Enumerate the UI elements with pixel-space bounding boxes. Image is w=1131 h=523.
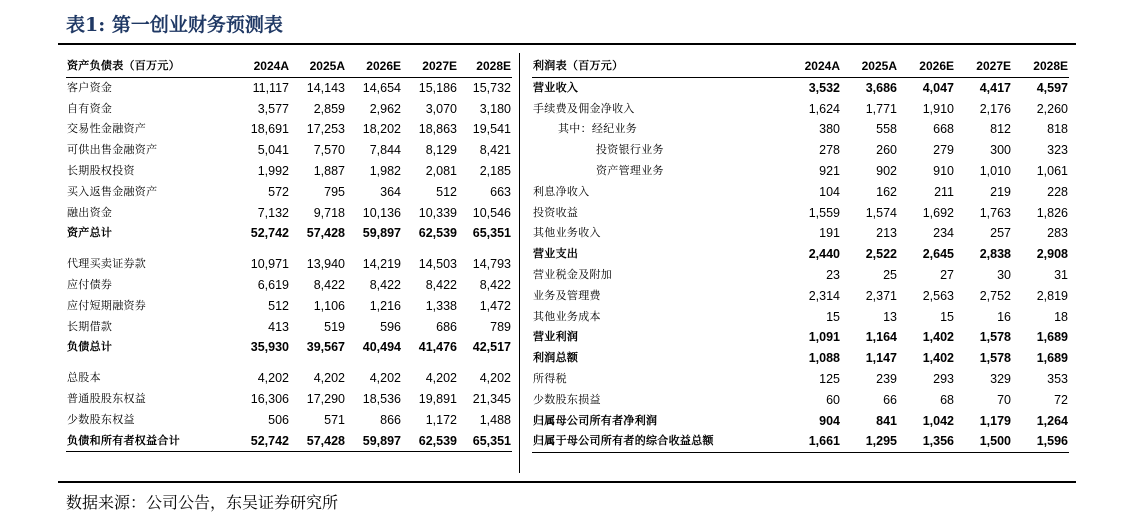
balance-cell: 59,897 — [346, 431, 402, 452]
income-cell: 4,047 — [922, 80, 954, 95]
income-row-label: 投资收益 — [533, 205, 579, 219]
balance-cell: 41,476 — [418, 340, 457, 355]
income-cell: 1,061 — [1036, 163, 1068, 178]
balance-cell: 1,338 — [425, 298, 457, 313]
balance-cell: 686 — [436, 319, 457, 334]
income-row-label: 归属于母公司所有者的综合收益总额 — [532, 431, 784, 452]
balance-cell: 21,345 — [472, 391, 511, 406]
balance-cell: 789 — [490, 319, 511, 334]
income-cell: 1,402 — [922, 330, 954, 345]
income-cell: 2,440 — [808, 247, 840, 262]
income-cell: 2,819 — [1036, 288, 1068, 303]
balance-row-label: 负债和所有者权益合计 — [66, 431, 234, 452]
table-row — [66, 275, 512, 296]
income-row-label: 营业利润 — [533, 330, 579, 344]
income-row-label: 利息净收入 — [533, 184, 590, 198]
income-cell: 4,597 — [1036, 80, 1068, 95]
balance-cell: 596 — [380, 319, 401, 334]
balance-cell: 7,570 — [313, 143, 345, 158]
balance-cell: 1,106 — [313, 298, 345, 313]
income-cell: 4,417 — [979, 80, 1011, 95]
income-cell: 353 — [1047, 371, 1068, 386]
balance-cell: 7,132 — [257, 205, 289, 220]
income-cell: 3,532 — [808, 80, 840, 95]
income-cell: 72 — [1054, 392, 1068, 407]
table-row — [66, 203, 512, 224]
table-row — [532, 390, 1069, 411]
balance-year-2027e: 2027E — [402, 56, 458, 77]
income-cell: 104 — [819, 184, 840, 199]
balance-cell: 2,859 — [313, 101, 345, 116]
income-cell: 1,661 — [784, 431, 841, 452]
income-cell: 1,692 — [922, 205, 954, 220]
income-row-label: 投资银行业务 — [596, 143, 664, 157]
balance-cell: 663 — [490, 184, 511, 199]
income-cell: 260 — [876, 143, 897, 158]
balance-cell: 3,180 — [479, 101, 511, 116]
income-cell: 668 — [933, 122, 954, 137]
balance-cell: 52,742 — [234, 431, 290, 452]
balance-cell: 14,654 — [362, 80, 401, 95]
balance-cell: 4,202 — [313, 371, 345, 386]
income-cell: 2,176 — [979, 101, 1011, 116]
income-cell: 27 — [940, 267, 954, 282]
balance-year-2026e: 2026E — [346, 56, 402, 77]
balance-cell: 572 — [268, 184, 289, 199]
balance-cell: 18,691 — [250, 122, 289, 137]
balance-cell: 571 — [324, 412, 345, 427]
table-row — [532, 203, 1069, 224]
income-year-2027e: 2027E — [955, 56, 1012, 77]
income-cell: 910 — [933, 163, 954, 178]
balance-row-label: 可供出售金融资产 — [67, 143, 158, 157]
balance-cell: 8,422 — [479, 277, 511, 292]
balance-cell: 11,117 — [252, 80, 289, 95]
top-rule — [58, 43, 1076, 45]
table-row — [66, 161, 512, 182]
income-cell: 2,522 — [865, 247, 897, 262]
balance-cell: 3,577 — [257, 101, 289, 116]
table-row — [66, 296, 512, 317]
table-row — [532, 119, 1069, 140]
income-year-2025a: 2025A — [841, 56, 898, 77]
income-row-label: 营业收入 — [533, 80, 579, 94]
income-cell: 1,295 — [841, 431, 898, 452]
table-row — [532, 348, 1069, 369]
income-cell: 1,010 — [979, 163, 1011, 178]
income-cell: 2,645 — [922, 247, 954, 262]
income-cell: 1,179 — [979, 413, 1011, 428]
income-row-label: 资产管理业务 — [596, 163, 664, 177]
income-cell: 1,689 — [1036, 351, 1068, 366]
income-row-label: 利润总额 — [533, 351, 579, 365]
table-row — [532, 244, 1069, 265]
table-row — [532, 77, 1069, 98]
balance-sheet-table — [66, 56, 512, 452]
income-cell: 191 — [819, 226, 840, 241]
balance-cell: 16,306 — [250, 391, 289, 406]
balance-cell: 1,992 — [257, 163, 289, 178]
table-row — [532, 161, 1069, 182]
income-row-label: 其他业务收入 — [533, 226, 601, 240]
balance-cell: 4,202 — [479, 371, 511, 386]
balance-cell: 14,143 — [306, 80, 345, 95]
bottom-rule — [58, 481, 1076, 483]
balance-cell: 59,897 — [362, 226, 401, 241]
spacer-row — [66, 244, 512, 254]
balance-cell: 8,422 — [369, 277, 401, 292]
balance-cell: 18,536 — [362, 391, 401, 406]
income-cell: 16 — [997, 309, 1011, 324]
income-cell: 380 — [819, 122, 840, 137]
table-row — [532, 431, 1069, 452]
income-cell: 902 — [876, 163, 897, 178]
balance-row-label: 普通股股东权益 — [67, 391, 147, 405]
income-statement-table — [532, 56, 1069, 453]
balance-cell: 17,253 — [306, 122, 345, 137]
income-row-label: 营业支出 — [533, 247, 579, 261]
balance-row-label: 少数股东权益 — [67, 412, 135, 426]
income-cell: 2,838 — [979, 247, 1011, 262]
balance-row-label: 买入返售金融资产 — [67, 184, 158, 198]
balance-cell: 10,971 — [250, 257, 289, 272]
income-cell: 211 — [934, 184, 954, 199]
income-cell: 293 — [933, 371, 954, 386]
income-cell: 1,088 — [808, 351, 840, 366]
income-cell: 219 — [990, 184, 1011, 199]
income-cell: 3,686 — [865, 80, 897, 95]
income-cell: 30 — [997, 267, 1011, 282]
balance-cell: 18,202 — [362, 122, 401, 137]
table-row — [66, 368, 512, 389]
income-cell: 323 — [1047, 143, 1068, 158]
balance-cell: 4,202 — [425, 371, 457, 386]
balance-cell: 4,202 — [369, 371, 401, 386]
table-row — [532, 369, 1069, 390]
income-cell: 1,826 — [1036, 205, 1068, 220]
table-row — [66, 317, 512, 338]
balance-row-label: 客户资金 — [67, 80, 113, 94]
balance-cell: 7,844 — [369, 143, 401, 158]
income-cell: 15 — [826, 309, 840, 324]
table-row — [532, 411, 1069, 432]
income-cell: 818 — [1047, 122, 1068, 137]
balance-cell: 52,742 — [250, 226, 289, 241]
balance-year-2025a: 2025A — [290, 56, 346, 77]
income-cell: 1,042 — [922, 413, 954, 428]
income-cell: 23 — [826, 267, 840, 282]
table-row — [66, 410, 512, 431]
table-row — [532, 182, 1069, 203]
table-row — [532, 327, 1069, 348]
table-row — [532, 307, 1069, 328]
income-cell: 1,771 — [865, 101, 897, 116]
balance-cell: 1,472 — [479, 298, 511, 313]
income-cell: 68 — [940, 392, 954, 407]
income-cell: 13 — [883, 309, 897, 324]
table-divider — [519, 53, 520, 473]
balance-cell: 866 — [380, 412, 401, 427]
income-cell: 1,596 — [1012, 431, 1069, 452]
balance-cell: 35,930 — [250, 340, 289, 355]
income-cell: 1,578 — [979, 351, 1011, 366]
balance-year-2024a: 2024A — [234, 56, 290, 77]
balance-row-label: 融出资金 — [67, 205, 113, 219]
income-row-label: 业务及管理费 — [533, 288, 601, 302]
income-cell: 125 — [819, 371, 840, 386]
table-row — [66, 223, 512, 244]
income-cell: 1,763 — [979, 205, 1011, 220]
balance-cell: 2,962 — [369, 101, 401, 116]
balance-cell: 17,290 — [306, 391, 345, 406]
income-cell: 921 — [819, 163, 840, 178]
balance-cell: 5,041 — [257, 143, 289, 158]
table-row — [66, 119, 512, 140]
balance-cell: 1,887 — [313, 163, 345, 178]
income-row-label: 少数股东损益 — [533, 392, 601, 406]
balance-cell: 519 — [324, 319, 345, 334]
income-row-label: 其他业务成本 — [533, 309, 601, 323]
balance-cell: 39,567 — [306, 340, 345, 355]
income-cell: 31 — [1054, 267, 1068, 282]
balance-cell: 795 — [324, 184, 345, 199]
balance-cell: 40,494 — [362, 340, 401, 355]
income-row-label: 归属母公司所有者净利润 — [533, 413, 658, 427]
balance-cell: 506 — [268, 412, 289, 427]
balance-cell: 8,422 — [313, 277, 345, 292]
income-cell: 1,164 — [865, 330, 897, 345]
balance-cell: 8,129 — [425, 143, 457, 158]
income-cell: 812 — [990, 122, 1011, 137]
table-row — [532, 140, 1069, 161]
balance-cell: 10,136 — [362, 205, 401, 220]
income-cell: 1,624 — [808, 101, 840, 116]
balance-cell: 8,421 — [479, 143, 511, 158]
balance-cell: 10,546 — [472, 205, 511, 220]
table-row — [532, 223, 1069, 244]
income-statement-body — [532, 77, 1069, 452]
balance-cell: 1,216 — [369, 298, 401, 313]
income-cell: 70 — [997, 392, 1011, 407]
table-row — [532, 99, 1069, 120]
table-row — [66, 182, 512, 203]
income-year-2028e: 2028E — [1012, 56, 1069, 77]
balance-cell: 9,718 — [313, 205, 345, 220]
table-row — [66, 431, 512, 452]
table-row — [66, 254, 512, 275]
balance-row-label: 长期股权投资 — [67, 163, 135, 177]
balance-row-label: 自有资金 — [67, 101, 113, 115]
income-cell: 2,260 — [1036, 101, 1068, 116]
balance-cell: 14,219 — [362, 257, 401, 272]
income-cell: 1,091 — [808, 330, 840, 345]
income-cell: 1,578 — [979, 330, 1011, 345]
balance-cell: 65,351 — [458, 431, 512, 452]
income-header-row — [532, 56, 1069, 77]
balance-cell: 512 — [436, 184, 457, 199]
balance-sheet-body — [66, 77, 512, 452]
balance-row-label: 交易性金融资产 — [67, 122, 147, 136]
income-cell: 1,574 — [865, 205, 897, 220]
income-cell: 2,371 — [865, 288, 897, 303]
balance-header-row — [66, 56, 512, 77]
balance-cell: 15,186 — [418, 80, 457, 95]
income-row-label: 所得税 — [533, 371, 567, 385]
balance-cell: 2,081 — [425, 163, 457, 178]
balance-cell: 57,428 — [290, 431, 346, 452]
income-cell: 2,314 — [808, 288, 840, 303]
balance-cell: 42,517 — [472, 340, 511, 355]
income-cell: 2,752 — [979, 288, 1011, 303]
balance-header-label: 资产负债表（百万元） — [66, 56, 234, 77]
income-row-label: 营业税金及附加 — [533, 267, 613, 281]
income-cell: 841 — [876, 413, 897, 428]
balance-cell: 2,185 — [479, 163, 511, 178]
income-cell: 1,402 — [922, 351, 954, 366]
income-cell: 25 — [883, 267, 897, 282]
balance-cell: 62,539 — [402, 431, 458, 452]
table-row — [66, 77, 512, 98]
balance-cell: 3,070 — [425, 101, 457, 116]
income-cell: 904 — [819, 413, 840, 428]
income-cell: 234 — [933, 226, 954, 241]
page-title: 表1: 第一创业财务预测表 — [66, 14, 283, 36]
balance-cell: 413 — [268, 319, 289, 334]
table-row — [532, 286, 1069, 307]
balance-cell: 19,541 — [472, 122, 511, 137]
balance-cell: 18,863 — [418, 122, 457, 137]
balance-cell: 1,982 — [369, 163, 401, 178]
balance-cell: 6,619 — [257, 277, 289, 292]
balance-cell: 1,488 — [479, 412, 511, 427]
balance-cell: 62,539 — [418, 226, 457, 241]
balance-row-label: 应付短期融资券 — [67, 298, 147, 312]
balance-cell: 65,351 — [472, 226, 511, 241]
balance-cell: 14,503 — [418, 257, 457, 272]
spacer-row — [66, 358, 512, 368]
income-cell: 300 — [990, 143, 1011, 158]
balance-cell: 512 — [268, 298, 289, 313]
income-cell: 1,689 — [1036, 330, 1068, 345]
table-row — [532, 265, 1069, 286]
income-cell: 558 — [876, 122, 897, 137]
balance-row-label: 资产总计 — [67, 226, 113, 240]
income-cell: 239 — [876, 371, 897, 386]
income-cell: 1,356 — [898, 431, 955, 452]
income-cell: 283 — [1047, 226, 1068, 241]
income-header-label: 利润表（百万元） — [532, 56, 784, 77]
income-cell: 279 — [933, 143, 954, 158]
table-row — [66, 140, 512, 161]
income-year-2026e: 2026E — [898, 56, 955, 77]
balance-year-2028e: 2028E — [458, 56, 512, 77]
balance-cell: 14,793 — [472, 257, 511, 272]
table-row — [66, 389, 512, 410]
income-cell: 1,500 — [955, 431, 1012, 452]
income-cell: 278 — [819, 143, 840, 158]
income-cell: 15 — [940, 309, 954, 324]
balance-cell: 10,339 — [418, 205, 457, 220]
income-cell: 1,559 — [808, 205, 840, 220]
balance-row-label: 长期借款 — [67, 319, 113, 333]
income-year-2024a: 2024A — [784, 56, 841, 77]
table-row — [66, 99, 512, 120]
table-row — [66, 337, 512, 358]
balance-cell: 8,422 — [425, 277, 457, 292]
balance-row-label: 负债总计 — [67, 340, 113, 354]
income-cell: 2,908 — [1036, 247, 1068, 262]
balance-row-label: 应付债券 — [67, 277, 113, 291]
balance-cell: 57,428 — [306, 226, 345, 241]
income-cell: 1,264 — [1036, 413, 1068, 428]
income-cell: 329 — [990, 371, 1011, 386]
income-cell: 1,147 — [865, 351, 897, 366]
balance-row-label: 总股本 — [67, 371, 101, 385]
income-cell: 18 — [1054, 309, 1068, 324]
income-row-label: 其中：经纪业务 — [558, 122, 638, 136]
income-cell: 66 — [883, 392, 897, 407]
balance-cell: 19,891 — [418, 391, 457, 406]
income-cell: 2,563 — [922, 288, 954, 303]
balance-cell: 4,202 — [257, 371, 289, 386]
balance-cell: 13,940 — [306, 257, 345, 272]
income-cell: 213 — [876, 226, 897, 241]
balance-cell: 1,172 — [425, 412, 457, 427]
income-cell: 257 — [990, 226, 1011, 241]
balance-cell: 364 — [380, 184, 401, 199]
balance-cell: 15,732 — [472, 80, 511, 95]
income-cell: 1,910 — [922, 101, 954, 116]
income-cell: 162 — [876, 184, 897, 199]
income-cell: 228 — [1047, 184, 1068, 199]
income-cell: 60 — [826, 392, 840, 407]
income-row-label: 手续费及佣金净收入 — [533, 101, 635, 115]
balance-row-label: 代理买卖证券款 — [67, 257, 147, 271]
source-note: 数据来源：公司公告，东吴证券研究所 — [66, 493, 339, 512]
